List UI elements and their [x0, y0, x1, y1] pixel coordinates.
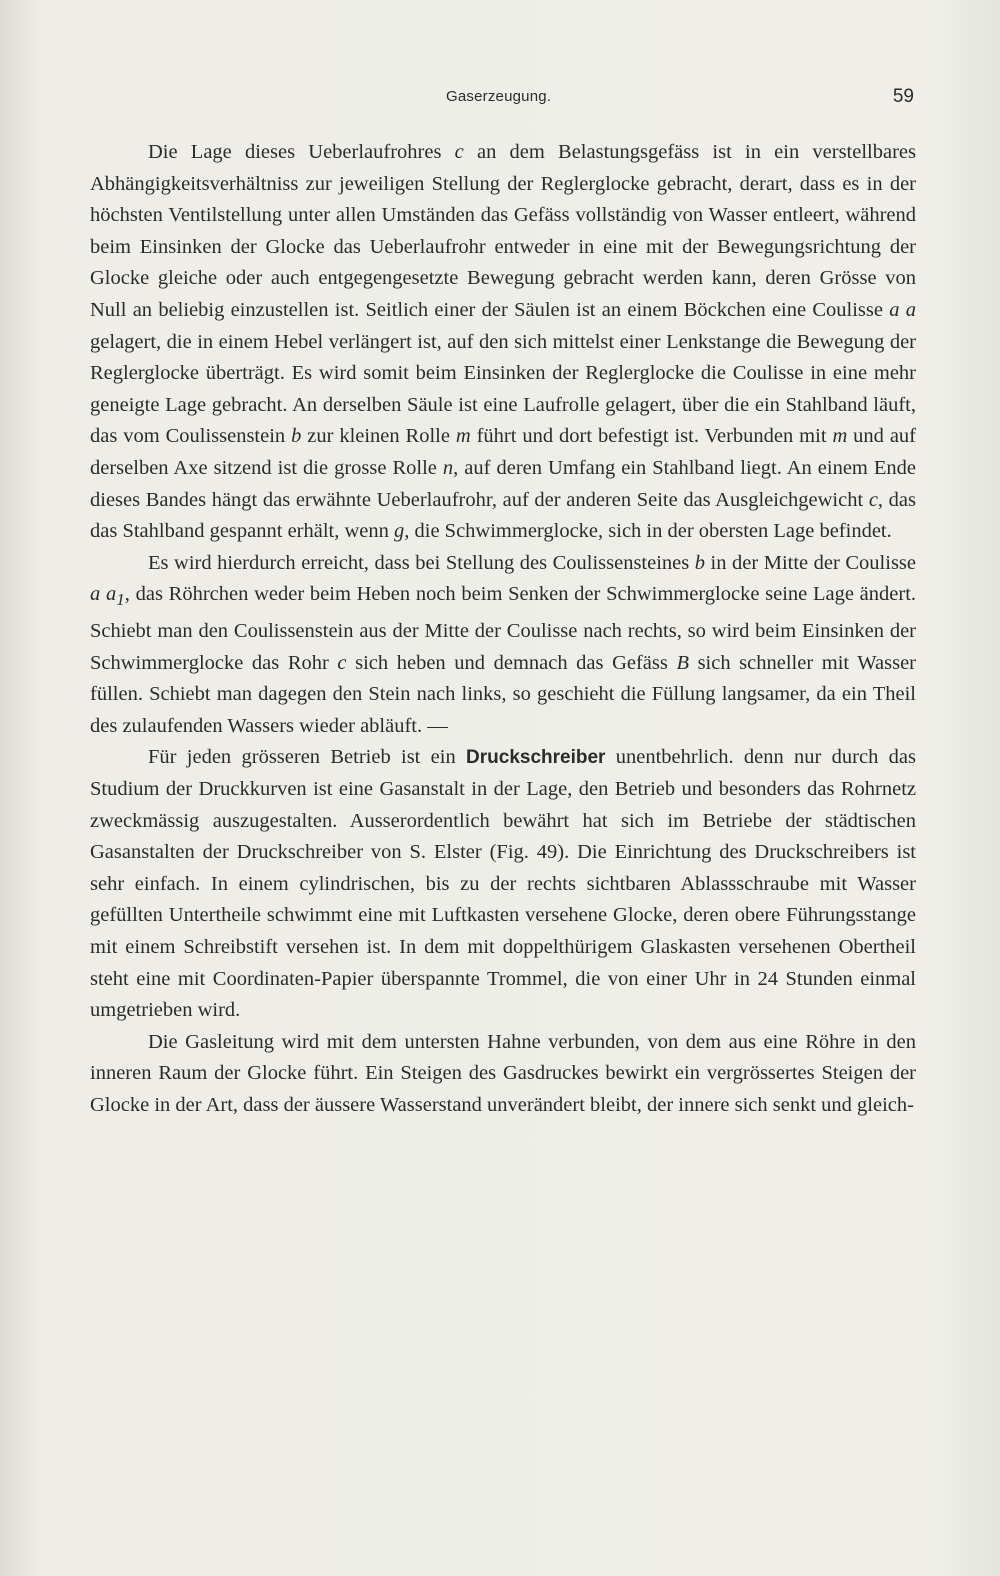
italic-symbol: c: [454, 141, 464, 163]
italic-symbol: m: [832, 425, 848, 448]
text-run: in der Mitte der Coulisse: [705, 551, 916, 574]
paragraph-4: [90, 1027, 916, 1122]
italic-symbol: b: [291, 425, 302, 448]
italic-symbol: B: [676, 651, 689, 674]
text-run: , das das Stahlband gespannt erhält, wenn: [90, 488, 917, 543]
bold-term: Druckschreiber: [466, 747, 606, 769]
text-run: , die Schwimmerglocke, sich in der obersten Lage befindet.: [404, 520, 892, 543]
text-run: zur kleinen Rolle: [301, 425, 456, 448]
page-number: 59: [892, 86, 914, 107]
text-run: Die Gasleitung wird mit dem untersten Hahne verbunden, von dem aus eine Röhre in den inneren Raum der Glocke führt. Ein Steigen des Gasdruckes bewirkt ein vergrössertes Steigen der Glocke in der Art, dass der äussere Wasserstand unverändert bleibt, der innere sich senkt und gleich-: [90, 1030, 916, 1116]
italic-symbol: n: [442, 456, 454, 479]
paragraph-2: [90, 548, 916, 743]
text-run: führt und dort befestigt ist. Verbunden mit: [470, 425, 833, 448]
text-run: unentbehrlich. denn nur durch das Studium der Druckkurven ist eine Gasanstalt in der Lage, den Betrieb und besonders das Rohrnetz zweckmässig auszugestalten. Ausserordentlich bewährt hat sich im Betriebe der städtischen Gasanstalten der Druckschreiber von S. Elster (Fig. 49). Die Einrichtung des Druckschreibers ist sehr einfach. In einem cylindrischen, bis zu der rechts sichtbaren Ablassschraube mit Wasser gefüllten Untertheile schwimmt eine mit Luftkasten versehene Glocke, deren obere Führungsstange mit einem Schreibstift versehen ist. In dem mit doppelthürigem Glaskasten versehenen Obertheil steht eine mit Coordinaten-Papier überspannte Trommel, die von einer Uhr in 24 Stunden einmal umgetrieben wird.: [90, 746, 916, 1022]
italic-symbol: a a: [889, 298, 917, 321]
paragraph-1: [90, 137, 916, 548]
italic-symbol: m: [455, 425, 471, 448]
text-run: Die Lage dieses Ueberlaufrohres: [148, 141, 455, 163]
italic-symbol: c: [337, 651, 347, 674]
text-run: , auf deren Umfang ein Stahlband liegt. An einem Ende dieses Bandes hängt das erwähnte Ueberlaufrohr, auf der anderen Seite das Ausgleichgewicht: [90, 456, 916, 511]
subscript: 1: [116, 590, 125, 610]
text-run: sich schneller mit Wasser füllen. Schiebt man dagegen den Stein nach links, so geschieht die Füllung langsamer, da ein Theil des zulaufenden Wassers wieder abläuft. —: [90, 651, 916, 737]
italic-symbol: g: [394, 520, 405, 543]
text-run: Für jeden grösseren Betrieb ist ein: [148, 746, 467, 769]
body-text: [90, 137, 916, 1122]
running-title: Gaserzeugung.: [446, 88, 552, 105]
text-run: Es wird hierdurch erreicht, dass bei Stellung des Coulissensteines: [148, 551, 695, 574]
text-run: gelagert, die in einem Hebel verlängert ist, auf den sich mittelst einer Lenkstange die Bewegung der Reglerglocke überträgt. Es wird somit beim Einsinken der Reglerglocke die Coulisse in eine mehr geneigte Lage gebracht. An derselben Säule ist eine Laufrolle gelagert, über die ein Stahlband läuft, das vom Coulissenstein: [90, 330, 916, 448]
italic-symbol: b: [694, 551, 706, 574]
text-run: an dem Belastungsgefäss ist in ein verstellbares Abhängigkeitsverhältniss zur jeweiligen Stellung der Reglerglocke gebracht, derart, dass es in der höchsten Ventilstellung unter allen Umständen das Gefäss vollständig von Wasser entleert, während beim Einsinken der Glocke das Ueberlaufrohr entweder in eine mit der Bewegungsrichtung der Glocke gleiche oder auch entgegengesetzte Bewegung gebracht werden kann, deren Grösse von Null an beliebig einzustellen ist. Seitlich einer der Säulen ist an einem Böckchen eine Coulisse: [90, 141, 916, 321]
text-run: und auf derselben Axe sitzend ist die grosse Rolle: [90, 425, 916, 479]
paragraph-3: [90, 742, 916, 1026]
italic-symbol: c: [868, 488, 878, 511]
italic-symbol: a a: [90, 583, 117, 606]
page-header: [90, 86, 916, 116]
text-run: sich heben und demnach das Gefäss: [346, 651, 677, 674]
text-run: , das Röhrchen weder beim Heben noch beim Senken der Schwimmerglocke seine Lage ändert. Schiebt man den Coulissenstein aus der Mitte der Coulisse nach rechts, so wird beim Einsinken der Schwimmerglocke das Rohr: [90, 583, 917, 674]
